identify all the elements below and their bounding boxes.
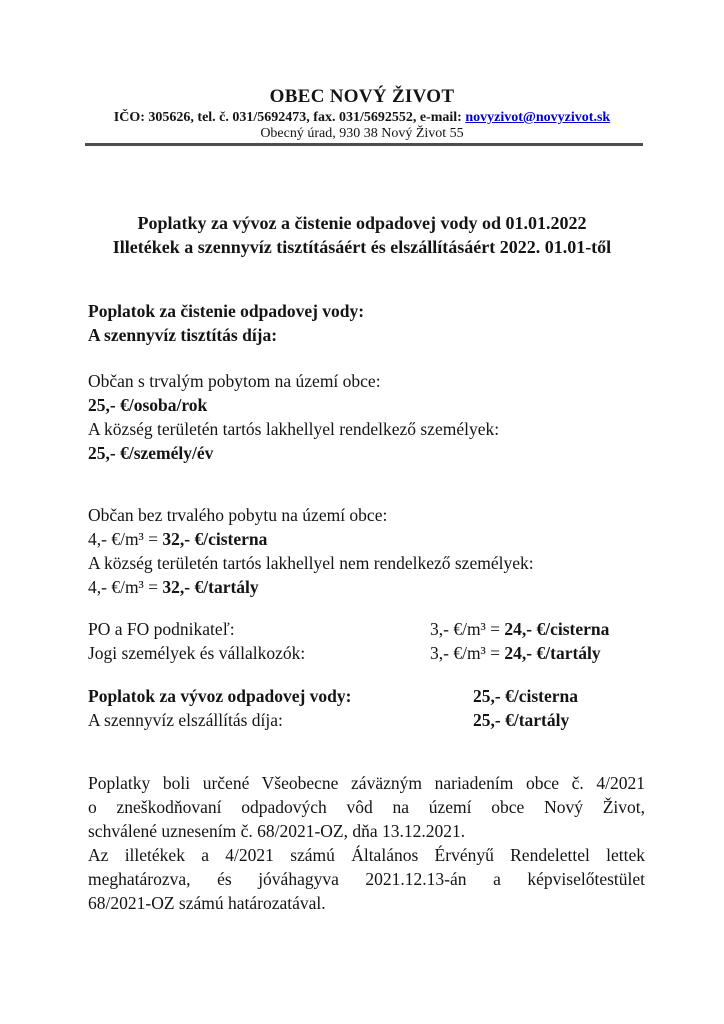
- contact-line: [0, 110, 724, 125]
- business-total-hu: 24,- €/tartály: [504, 643, 601, 663]
- business-label-sk: PO a FO podnikateľ:: [88, 619, 235, 639]
- resident-price-hu: 25,- €/személy/év: [88, 443, 214, 463]
- business-rate-sk: 3,- €/m³ =: [430, 619, 505, 639]
- footer-hu-line: 68/2021-OZ számú határozatával.: [88, 893, 326, 913]
- resident-label-sk: Občan s trvalým pobytom na území obce:: [88, 371, 381, 391]
- nonresident-rate-sk: 4,- €/m³ =: [88, 529, 163, 549]
- business-row-hu: [88, 641, 645, 665]
- nonresident-rate-hu: 4,- €/m³ =: [88, 577, 163, 597]
- business-price-sk: [430, 617, 609, 641]
- business-total-sk: 24,- €/cisterna: [504, 619, 610, 639]
- contact-text: IČO: 305626, tel. č. 031/5692473, fax. 031/5692552, e-mail:: [113, 110, 466, 125]
- footer-hu-line: meghatározva, és jóváhagyva 2021.12.13-án a képviselőtestület: [88, 869, 645, 889]
- resident-fee-block: [88, 369, 645, 465]
- transport-price-sk: 25,- €/cisterna: [473, 686, 578, 706]
- nonresident-label-sk: Občan bez trvalého pobytu na území obce:: [88, 505, 388, 525]
- business-price-hu: [430, 641, 601, 665]
- nonresident-label-hu: A község területén tartós lakhellyel nem rendelkező személyek:: [88, 553, 534, 573]
- nonresident-total-hu: 32,- €/tartály: [162, 577, 259, 597]
- footer-hu-line: Az illetékek a 4/2021 számú Általános Érvényű Rendelettel lettek: [88, 845, 645, 865]
- email-link[interactable]: novyzivot@novyzivot.sk: [465, 110, 611, 125]
- footer-sk-line: schválené uznesením č. 68/2021-OZ, dňa 13.12.2021.: [88, 821, 466, 841]
- cleaning-heading-hu: A szennyvíz tisztítás díja:: [88, 325, 278, 345]
- transport-row-sk: [88, 684, 645, 708]
- transport-row-hu: [88, 708, 645, 732]
- nonresident-total-sk: 32,- €/cisterna: [162, 529, 268, 549]
- org-name: OBEC NOVÝ ŽIVOT: [269, 86, 455, 107]
- business-rate-hu: 3,- €/m³ =: [430, 643, 505, 663]
- title-line-hu: Illetékek a szennyvíz tisztításáért és elszállításáért 2022. 01.01-től: [112, 237, 612, 257]
- resident-price-sk: 25,- €/osoba/rok: [88, 395, 208, 415]
- transport-label-hu: A szennyvíz elszállítás díja:: [88, 710, 283, 730]
- document-header: [0, 85, 724, 141]
- transport-price-hu: 25,- €/tartály: [473, 710, 570, 730]
- title-line-sk: Poplatky za vývoz a čistenie odpadovej vody od 01.01.2022: [137, 213, 587, 233]
- nonresident-fee-block: [88, 503, 645, 599]
- footer-sk-line: o zneškodňovaní odpadových vôd na území obce Nový Život,: [88, 797, 645, 817]
- footer-paragraphs: [88, 771, 645, 915]
- header-divider: [85, 143, 643, 146]
- transport-heading-sk: Poplatok za vývoz odpadovej vody:: [88, 686, 352, 706]
- business-fee-block: [88, 617, 645, 665]
- nonresident-price-hu: [88, 575, 645, 599]
- business-label-hu: Jogi személyek és vállalkozók:: [88, 643, 306, 663]
- business-row-sk: [88, 617, 645, 641]
- address-line: Obecný úrad, 930 38 Nový Život 55: [260, 126, 464, 141]
- cleaning-heading-sk: Poplatok za čistenie odpadovej vody:: [88, 301, 365, 321]
- cleaning-section-heading: [88, 299, 645, 347]
- nonresident-price-sk: [88, 527, 645, 551]
- document-title: [0, 211, 724, 259]
- resident-label-hu: A község területén tartós lakhellyel rendelkező személyek:: [88, 419, 500, 439]
- footer-sk-line: Poplatky boli určené Všeobecne záväzným nariadením obce č. 4/2021: [88, 773, 645, 793]
- transport-fee-block: [88, 684, 645, 732]
